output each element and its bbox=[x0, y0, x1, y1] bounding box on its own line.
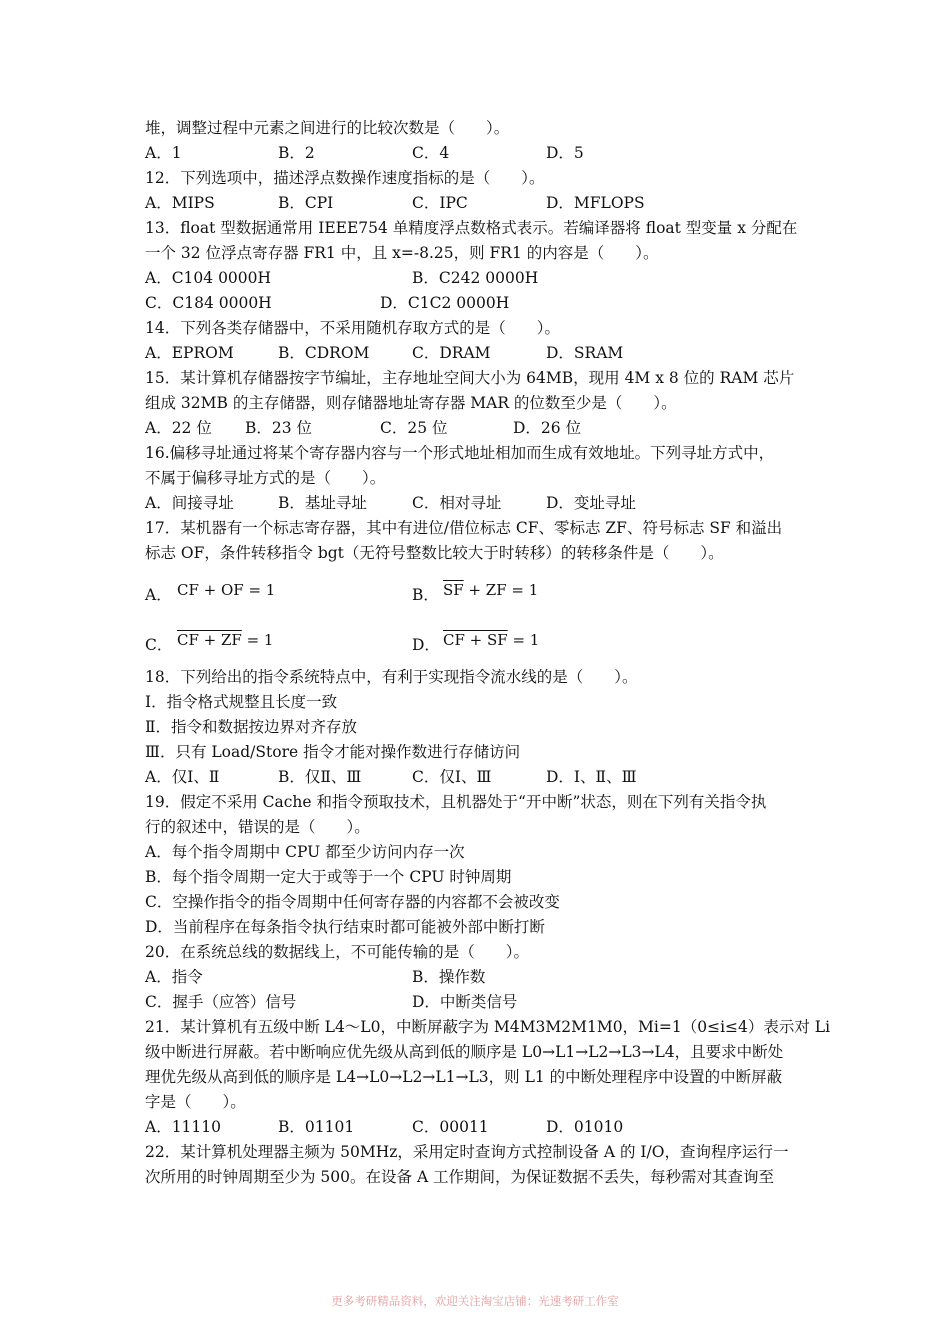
question-13-cont: 一个 32 位浮点寄存器 FR1 中，且 x=-8.25，则 FR1 的内容是（ ）。 bbox=[145, 244, 659, 262]
option-a: A． bbox=[145, 586, 172, 604]
option-b: B．仅Ⅱ、Ⅲ bbox=[278, 768, 362, 786]
question-15-cont: 组成 32MB 的主存储器，则存储器地址寄存器 MAR 的位数至少是（ ）。 bbox=[145, 394, 677, 412]
question-21-cont: 级中断进行屏蔽。若中断响应优先级从高到低的顺序是 L0→L1→L2→L3→L4，且要求中断处 bbox=[145, 1043, 784, 1061]
option-a: A．11110 bbox=[145, 1118, 222, 1136]
option-d: D．SRAM bbox=[546, 344, 624, 362]
option-d: D．变址寻址 bbox=[546, 494, 636, 512]
question-21: 21．某计算机有五级中断 L4～L0，中断屏蔽字为 M4M3M2M1M0，Mi=1（0≤i≤4）表示对 Li bbox=[145, 1018, 831, 1036]
option-b: B．CDROM bbox=[278, 344, 370, 362]
option-a: A．每个指令周期中 CPU 都至少访问内存一次 bbox=[145, 843, 465, 861]
statement-i: Ⅰ．指令格式规整且长度一致 bbox=[145, 693, 338, 711]
option-c: C．仅Ⅰ、Ⅲ bbox=[412, 768, 492, 786]
question-16-cont: 不属于偏移寻址方式的是（ ）。 bbox=[145, 469, 386, 487]
statement-iii: Ⅲ．只有 Load/Store 指令才能对操作数进行存储访问 bbox=[145, 743, 521, 761]
option-d: D． bbox=[412, 636, 440, 654]
question-21-cont: 字是（ ）。 bbox=[145, 1093, 246, 1111]
question-14: 14．下列各类存储器中，不采用随机存取方式的是（ ）。 bbox=[145, 319, 560, 337]
question-17-cont: 标志 OF，条件转移指令 bgt（无符号整数比较大于时转移）的转移条件是（ ）。 bbox=[145, 544, 724, 562]
option-a: A．C104 0000H bbox=[145, 269, 272, 287]
option-d: D．Ⅰ、Ⅱ、Ⅲ bbox=[546, 768, 637, 786]
statement-ii: Ⅱ．指令和数据按边界对齐存放 bbox=[145, 718, 358, 736]
option-c: C．25 位 bbox=[380, 419, 448, 437]
option-d: D．26 位 bbox=[513, 419, 582, 437]
option-b: B．每个指令周期一定大于或等于一个 CPU 时钟周期 bbox=[145, 868, 512, 886]
question-17: 17．某机器有一个标志寄存器，其中有进位/借位标志 CF、零标志 ZF、符号标志 SF 和溢出 bbox=[145, 519, 783, 537]
question-13: 13．float 型数据通常用 IEEE754 单精度浮点数格式表示。若编译器将 float 型变量 x 分配在 bbox=[145, 219, 798, 237]
option-c: C．00011 bbox=[412, 1118, 489, 1136]
option-a: A．MIPS bbox=[145, 194, 215, 212]
option-c: C．空操作指令的指令周期中任何寄存器的内容都不会被改变 bbox=[145, 893, 560, 911]
option-c: C．握手（应答）信号 bbox=[145, 993, 297, 1011]
option-b: B．基址寻址 bbox=[278, 494, 367, 512]
option-b: B．CPI bbox=[278, 194, 334, 212]
question-18: 18．下列给出的指令系统特点中，有利于实现指令流水线的是（ ）。 bbox=[145, 668, 638, 686]
formula-b: $\overline{SF}$ + ZF = 1 bbox=[443, 581, 539, 599]
option-c: C．IPC bbox=[412, 194, 468, 212]
question-19-cont: 行的叙述中，错误的是（ ）。 bbox=[145, 818, 370, 836]
text-line: 堆，调整过程中元素之间进行的比较次数是（ ）。 bbox=[145, 119, 510, 137]
formula-c: CF + ZF = 1 bbox=[177, 631, 274, 649]
option-d: D．MFLOPS bbox=[546, 194, 645, 212]
option-c: C．C184 0000H bbox=[145, 294, 272, 312]
question-22: 22．某计算机处理器主频为 50MHz，采用定时查询方式控制设备 A 的 I/O，查询程序运行一 bbox=[145, 1143, 789, 1161]
formula-d: CF + SF = 1 bbox=[443, 631, 540, 649]
question-15: 15．某计算机存储器按字节编址，主存地址空间大小为 64MB，现用 4M x 8 位的 RAM 芯片 bbox=[145, 369, 795, 387]
option-d: D．当前程序在每条指令执行结束时都可能被外部中断打断 bbox=[145, 918, 545, 936]
option-c: C． bbox=[145, 636, 173, 654]
option-b: B．C242 0000H bbox=[412, 269, 539, 287]
option-c: C．DRAM bbox=[412, 344, 491, 362]
option-d: D．01010 bbox=[546, 1118, 624, 1136]
formula-a: CF + OF = 1 bbox=[177, 581, 276, 599]
option-d: D．5 bbox=[546, 144, 584, 162]
option-d: D．C1C2 0000H bbox=[380, 294, 510, 312]
option-a: A．22 位 bbox=[145, 419, 212, 437]
question-12: 12．下列选项中，描述浮点数操作速度指标的是（ ）。 bbox=[145, 169, 545, 187]
question-22-cont: 次所用的时钟周期至少为 500。在设备 A 工作期间，为保证数据不丢失，每秒需对其查询至 bbox=[145, 1168, 775, 1186]
question-20: 20．在系统总线的数据线上，不可能传输的是（ ）。 bbox=[145, 943, 529, 961]
option-a: A．1 bbox=[145, 144, 182, 162]
option-b: B．23 位 bbox=[245, 419, 313, 437]
question-19: 19．假定不采用 Cache 和指令预取技术，且机器处于“开中断”状态，则在下列有关指令执 bbox=[145, 793, 767, 811]
option-b: B．2 bbox=[278, 144, 315, 162]
option-a: A．EPROM bbox=[145, 344, 234, 362]
option-b: B．操作数 bbox=[412, 968, 486, 986]
option-a: A．指令 bbox=[145, 968, 203, 986]
option-a: A．间接寻址 bbox=[145, 494, 234, 512]
option-b: B． bbox=[412, 586, 439, 604]
option-c: C．4 bbox=[412, 144, 450, 162]
question-16: 16.偏移寻址通过将某个寄存器内容与一个形式地址相加而生成有效地址。下列寻址方式中， bbox=[145, 444, 775, 462]
option-d: D．中断类信号 bbox=[412, 993, 518, 1011]
question-21-cont: 理优先级从高到低的顺序是 L4→L0→L2→L1→L3，则 L1 的中断处理程序中设置的中断屏蔽 bbox=[145, 1068, 783, 1086]
option-b: B．01101 bbox=[278, 1118, 355, 1136]
option-a: A．仅Ⅰ、Ⅱ bbox=[145, 768, 220, 786]
footer-watermark: 更多考研精品资料，欢迎关注淘宝店铺：光速考研工作室 bbox=[331, 1294, 619, 1308]
option-c: C．相对寻址 bbox=[412, 494, 502, 512]
